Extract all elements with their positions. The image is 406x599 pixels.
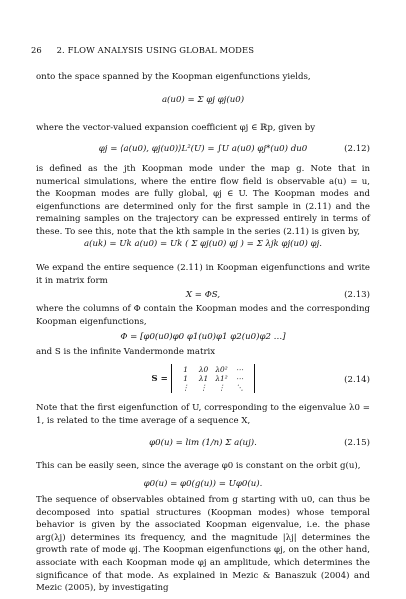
running-title: 2. FLOW ANALYSIS USING GLOBAL MODES (56, 45, 255, 55)
paragraph: where the vector-valued expansion coefficient φj ∈ ℝp, given by (36, 123, 316, 133)
paragraph: where the columns of Φ contain the Koopman modes and the corresponding Koopman eigenfunctions, (36, 304, 370, 327)
paragraph: is defined as the jth Koopman mode under the map g. Note that in numerical simulations, where the entire flow field is observable a(u) = u, the Koopman modes are fully global, φj ∈ U. The Koopman modes and eigenfunctions are determined only for the first sample in (2.11) and the remaining samples on the trajectory can be expressed entirely in terms of these. To see this, note that the kth sample in the series (2.11) is given by, (36, 164, 370, 237)
equation: Φ = [φ0(u0)φ0 φ1(u0)φ1 φ2(u0)φ2 …] (120, 332, 286, 342)
running-header (31, 44, 254, 57)
paragraph: onto the space spanned by the Koopman eigenfunctions yields, (36, 72, 311, 82)
equation: φ0(u) = φ0(g(u)) = Uφ0(u). (143, 479, 263, 489)
paragraph: and S is the infinite Vandermonde matrix (36, 347, 216, 357)
vandermonde-equation: S = 1 λ0 λ0² ⋯ 1 λ1 λ1² ⋯ ⋮ ⋮ ⋮ ⋱ (2.14) (151, 365, 370, 392)
equation: a(uk) = Uk a(u0) = Uk ( Σ φj(u0) φj ) = Σ λjk φj(u0) φj. (84, 239, 322, 249)
page-number: 26 (31, 45, 42, 55)
paragraph: The sequence of observables obtained from g starting with u0, can thus be decomposed into spatial structures (Koopman modes) whose temporal behavior is given by the associated Koopman eigenvalue, i.e. the phase arg(λj) determines its frequency, and the magnitude |λj| determines the growth rate of mode φj. The Koopman eigenfunctions φj, on the other hand, associate with each Koopman mode φj an amplitude, which determines the significance of that mode. As explained in Mezic & Banaszuk (2004) and Mezic (2005), by investigating (36, 495, 370, 594)
paragraph: Note that the first eigenfunction of U, corresponding to the eigenvalue λ0 = 1, is related to the time average of a sequence X, (36, 403, 370, 426)
equation: a(u0) = Σ φj φj(u0) (161, 95, 245, 105)
paragraph: This can be easily seen, since the average φ0 is constant on the orbit g(u), (36, 461, 361, 471)
equation: φ0(u) = lim (1/n) Σ a(uj). (2.15) (149, 438, 370, 448)
equation: X = ΦS, (2.13) (185, 290, 370, 300)
equation: φj = ⟨a(u0), φj(u0)⟩L²(U) = ∫U a(u0) φj*(u0) du0 (2.12) (98, 144, 370, 154)
paragraph: We expand the entire sequence (2.11) in Koopman eigenfunctions and write it in matrix form (36, 263, 370, 286)
vandermonde-matrix: 1 λ0 λ0² ⋯ 1 λ1 λ1² ⋯ ⋮ ⋮ ⋮ ⋱ (171, 364, 255, 393)
